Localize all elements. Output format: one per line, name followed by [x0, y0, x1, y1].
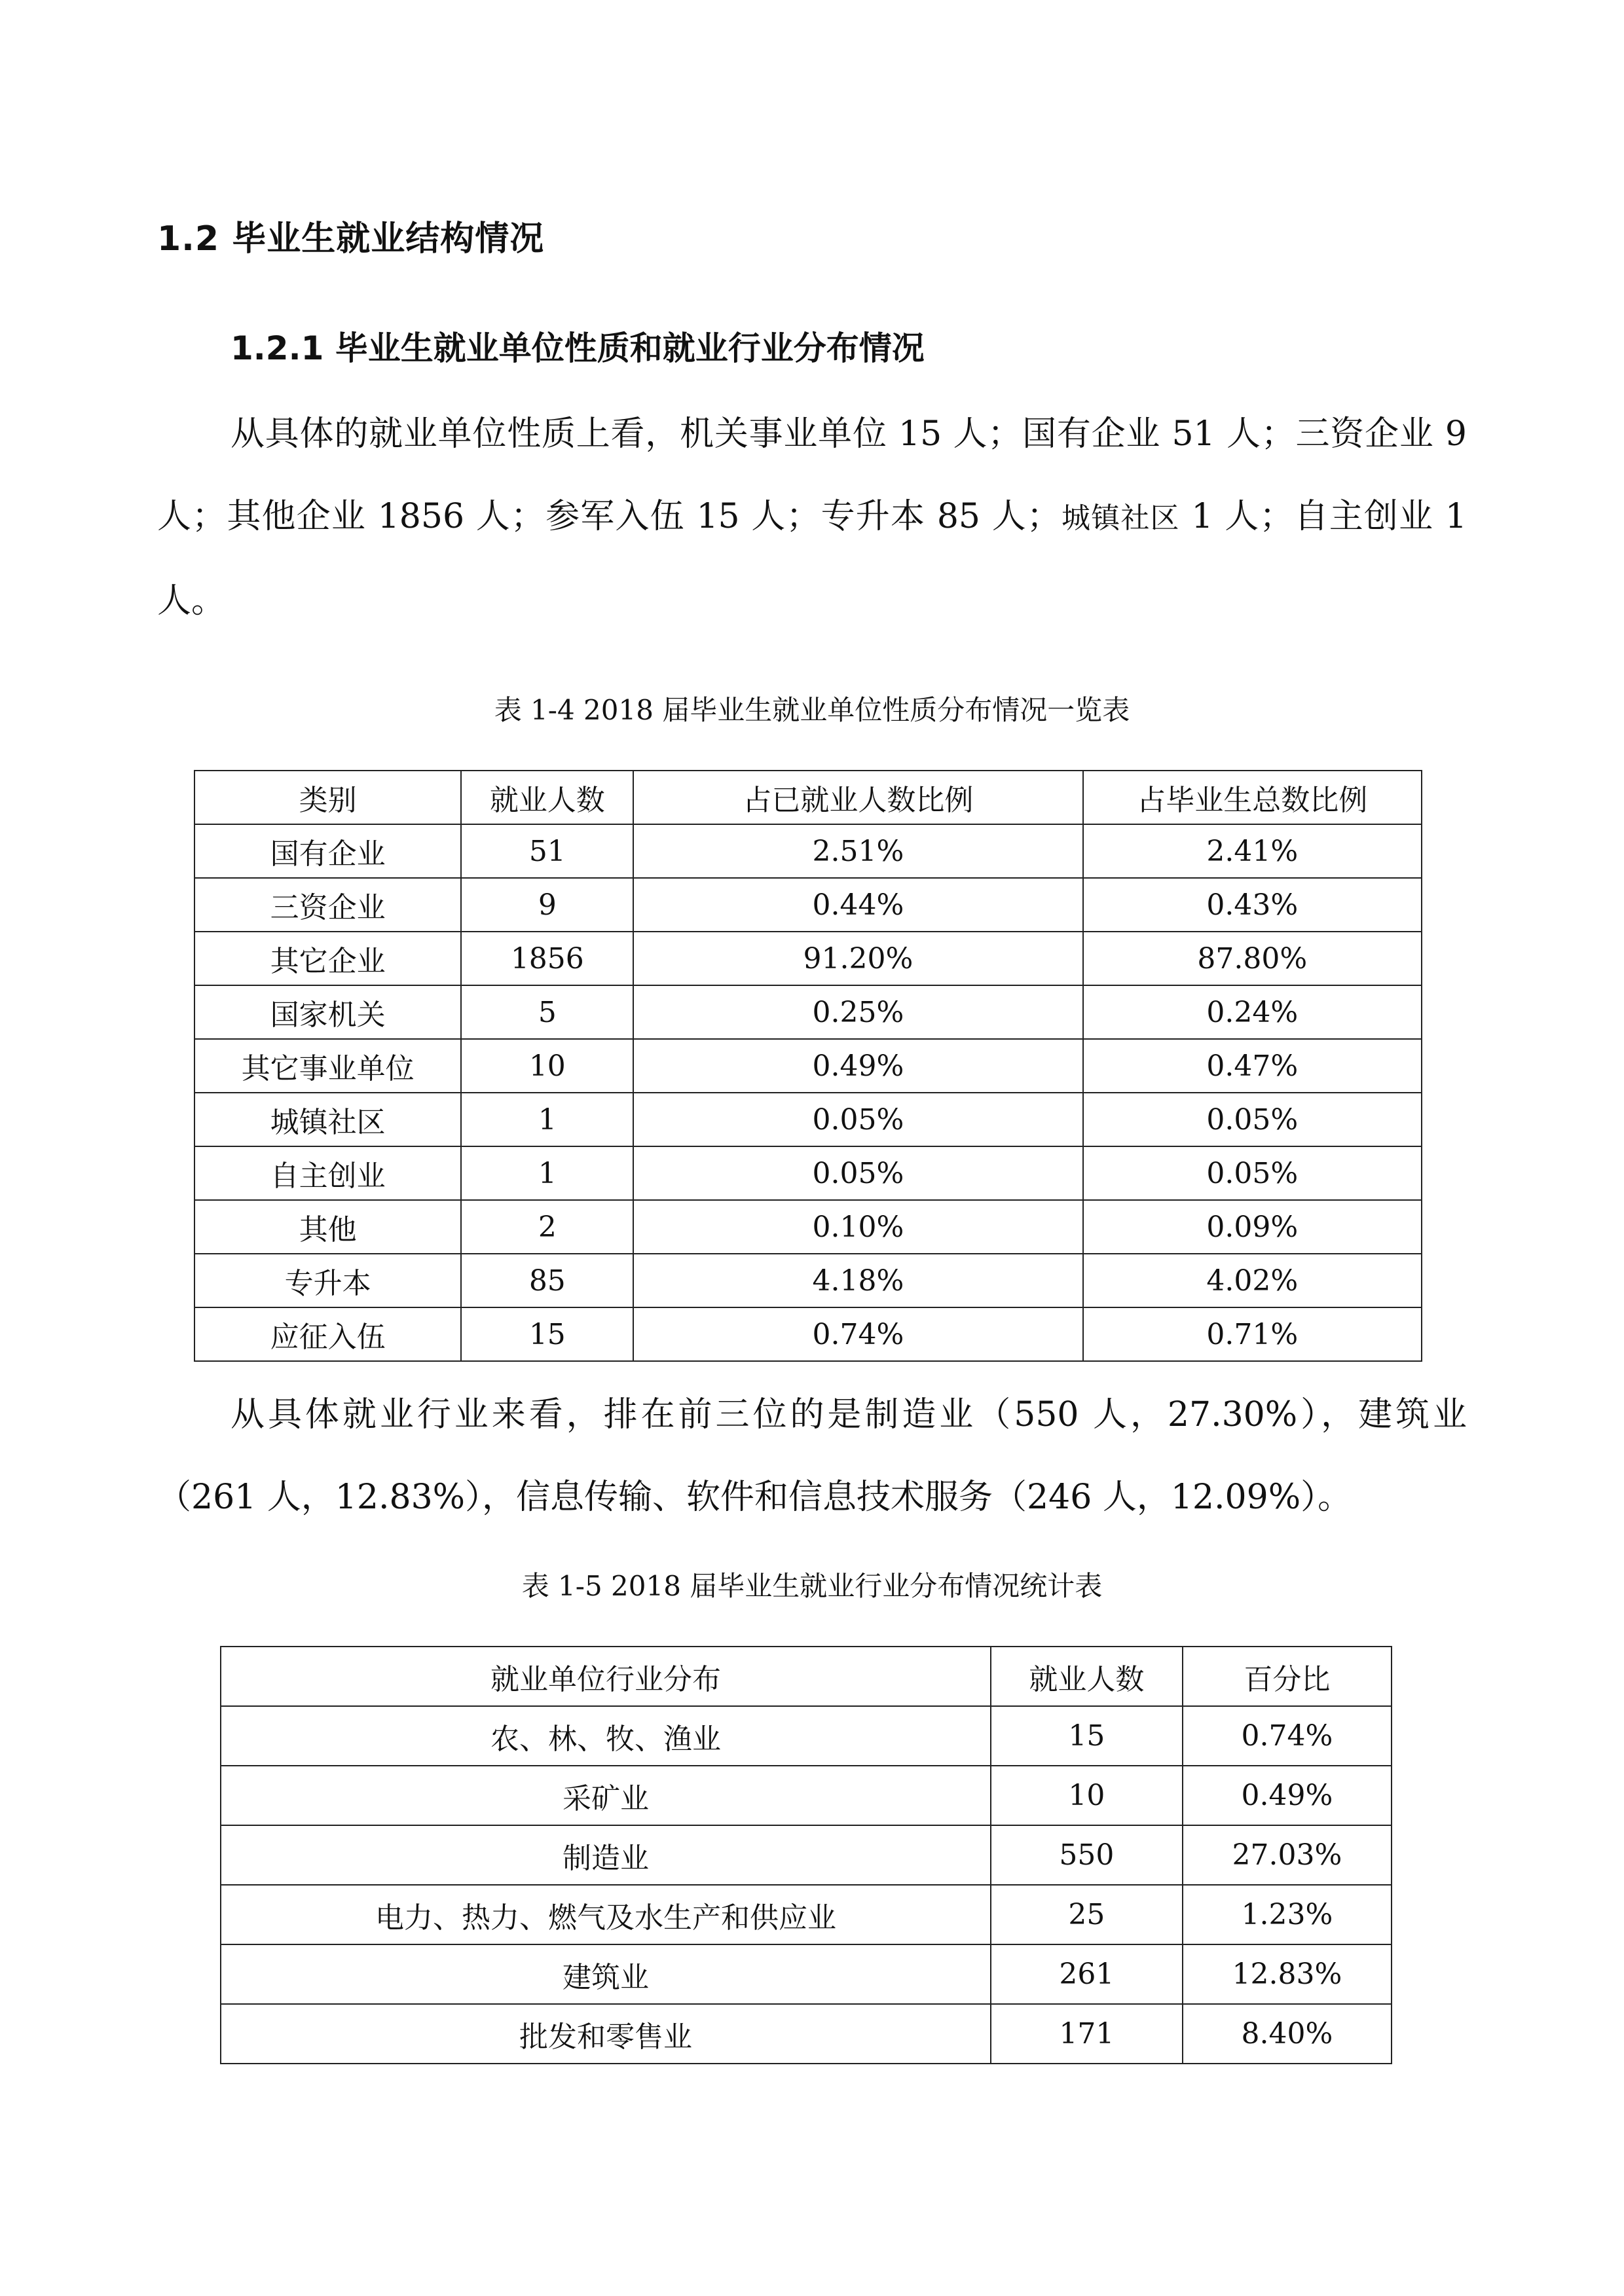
table-cell: 其它企业	[194, 932, 461, 985]
table-row	[221, 1944, 1392, 2004]
table-cell: 建筑业	[221, 1944, 991, 2004]
industry-table	[220, 1646, 1392, 2064]
table-cell: 0.05%	[633, 1146, 1082, 1200]
table-cell: 0.05%	[1083, 1093, 1422, 1146]
table-row	[194, 1093, 1422, 1146]
column-header: 就业人数	[991, 1647, 1183, 1706]
table-cell: 4.02%	[1083, 1254, 1422, 1307]
table-cell: 2.41%	[1083, 824, 1422, 878]
table-cell: 2	[461, 1200, 633, 1254]
table-cell: 电力、热力、燃气及水生产和供应业	[221, 1885, 991, 1944]
unit-nature-table	[194, 770, 1422, 1362]
table-row	[221, 1706, 1392, 1766]
table-cell: 1856	[461, 932, 633, 985]
table-row	[194, 1200, 1422, 1254]
paragraph-text: 从具体的就业单位性质上看，机关事业单位 15 人；国有企业 51 人；三资企业 9 人；其他企业 1856 人；参军入伍 15 人；专升本 85 人；	[157, 414, 1467, 536]
column-header: 类别	[194, 771, 461, 824]
table-cell: 制造业	[221, 1825, 991, 1885]
table-row	[194, 878, 1422, 932]
column-header: 百分比	[1183, 1647, 1392, 1706]
table-cell: 5	[461, 985, 633, 1039]
table-cell: 城镇社区	[194, 1093, 461, 1146]
table-cell: 0.05%	[633, 1093, 1082, 1146]
column-header: 就业单位行业分布	[221, 1647, 991, 1706]
table-row	[221, 2004, 1392, 2064]
table-cell: 8.40%	[1183, 2004, 1392, 2064]
column-header: 占毕业生总数比例	[1083, 771, 1422, 824]
table-cell: 0.43%	[1083, 878, 1422, 932]
table-cell: 批发和零售业	[221, 2004, 991, 2064]
table-cell: 2.51%	[633, 824, 1082, 878]
table-cell: 0.49%	[633, 1039, 1082, 1093]
table-row	[194, 1307, 1422, 1361]
table-cell: 171	[991, 2004, 1183, 2064]
table-cell: 其它事业单位	[194, 1039, 461, 1093]
column-header: 就业人数	[461, 771, 633, 824]
column-header: 占已就业人数比例	[633, 771, 1082, 824]
table-row	[194, 1254, 1422, 1307]
table-cell: 0.74%	[633, 1307, 1082, 1361]
table-cell: 0.71%	[1083, 1307, 1422, 1361]
table-cell: 10	[991, 1766, 1183, 1825]
table-cell: 1.23%	[1183, 1885, 1392, 1944]
table-cell: 0.49%	[1183, 1766, 1392, 1825]
table-caption: 表 1-5 2018 届毕业生就业行业分布情况统计表	[521, 1570, 1103, 1602]
table-cell: 0.25%	[633, 985, 1082, 1039]
table-cell: 91.20%	[633, 932, 1082, 985]
table-cell: 550	[991, 1825, 1183, 1885]
subsection-heading: 1.2.1 毕业生就业单位性质和就业行业分布情况	[231, 329, 925, 367]
table-cell: 9	[461, 878, 633, 932]
table-cell: 0.44%	[633, 878, 1082, 932]
table-row	[194, 1039, 1422, 1093]
table-row	[221, 1825, 1392, 1885]
table-row	[194, 932, 1422, 985]
table-cell: 25	[991, 1885, 1183, 1944]
paragraph-small-text: 城镇社区	[1060, 501, 1180, 535]
table-cell: 0.10%	[633, 1200, 1082, 1254]
table-cell: 自主创业	[194, 1146, 461, 1200]
table-cell: 采矿业	[221, 1766, 991, 1825]
table-cell: 农、林、牧、渔业	[221, 1706, 991, 1766]
table-cell: 261	[991, 1944, 1183, 2004]
table-cell: 1	[461, 1146, 633, 1200]
paragraph-unit-nature	[157, 393, 1467, 642]
table-cell: 应征入伍	[194, 1307, 461, 1361]
table-row	[194, 985, 1422, 1039]
table-cell: 87.80%	[1083, 932, 1422, 985]
table-cell: 国家机关	[194, 985, 461, 1039]
table-row	[194, 1146, 1422, 1200]
table-caption: 表 1-4 2018 届毕业生就业单位性质分布情况一览表	[494, 694, 1130, 726]
table-cell: 51	[461, 824, 633, 878]
table-cell: 0.05%	[1083, 1146, 1422, 1200]
table-header-row	[194, 771, 1422, 824]
paragraph-text: 1 人；自主创业 1 人。	[157, 497, 1467, 621]
table-cell: 15	[991, 1706, 1183, 1766]
table-cell: 15	[461, 1307, 633, 1361]
table-cell: 0.74%	[1183, 1706, 1392, 1766]
table-row	[194, 824, 1422, 878]
table-cell: 27.03%	[1183, 1825, 1392, 1885]
paragraph-industry: 从具体就业行业来看，排在前三位的是制造业（550 人，27.30%），建筑业（261 人，12.83%），信息传输、软件和信息技术服务（246 人，12.09%）。	[157, 1395, 1467, 1517]
table-cell: 10	[461, 1039, 633, 1093]
table-cell: 1	[461, 1093, 633, 1146]
table-header-row	[221, 1647, 1392, 1706]
table-row	[221, 1766, 1392, 1825]
table-cell: 其他	[194, 1200, 461, 1254]
table-cell: 专升本	[194, 1254, 461, 1307]
table-row	[221, 1885, 1392, 1944]
table-cell: 0.24%	[1083, 985, 1422, 1039]
table-cell: 国有企业	[194, 824, 461, 878]
section-heading: 1.2 毕业生就业结构情况	[157, 219, 545, 259]
table-cell: 0.09%	[1083, 1200, 1422, 1254]
table-cell: 85	[461, 1254, 633, 1307]
table-cell: 12.83%	[1183, 1944, 1392, 2004]
table-cell: 4.18%	[633, 1254, 1082, 1307]
table-cell: 0.47%	[1083, 1039, 1422, 1093]
table-cell: 三资企业	[194, 878, 461, 932]
